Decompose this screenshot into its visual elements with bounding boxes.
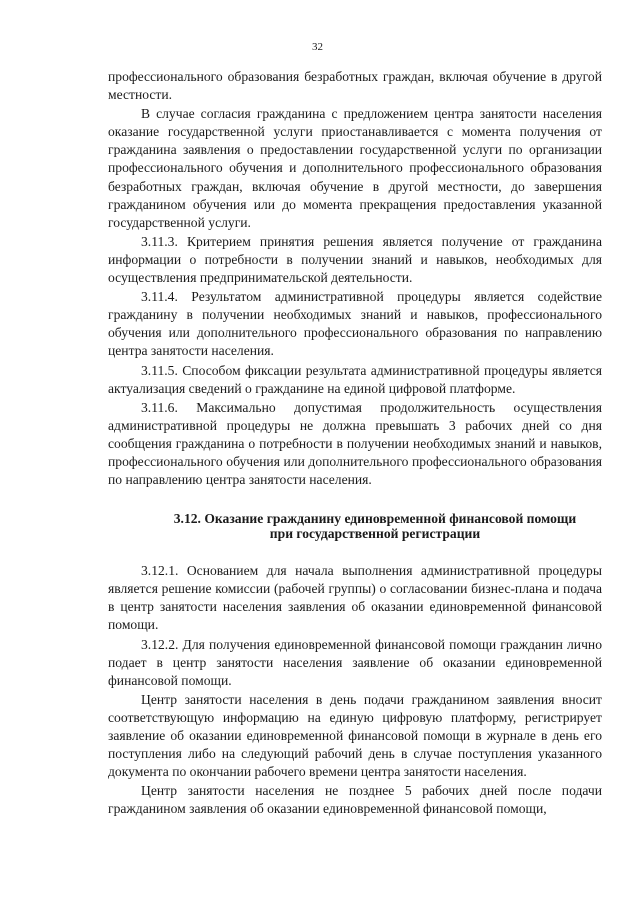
paragraph: профессионального образования безработных граждан, включая обучение в другой местности. [108,69,602,103]
paragraph: 3.11.6. Максимально допустимая продолжительность осуществления административной процедуры не должна превышать 3 рабочих дней со дня сообщения гражданина о потребности в получении необходимых знаний и навыков, профессионального обучения или дополнительного профессионального образования по направлению центра занятости населения. [108,399,602,488]
paragraph: Центр занятости населения не позднее 5 рабочих дней после подачи гражданином заявления об оказании единовременной финансовой помощи, [108,783,602,817]
paragraph: В случае согласия гражданина с предложением центра занятости населения оказание государственной услуги приостанавливается с момента получения от гражданина заявления о предоставлении государственной услуги по организации профессионального обучения и дополнительного профессионального образования безработных граждан, включая обучение в другой местности, до завершения гражданином обучения или до момента прекращения предоставления указанной государственной услуги. [108,106,602,230]
document-body [108,68,602,818]
page-number: 32 [312,41,323,53]
section-heading-line-1: 3.12. Оказание гражданину единовременной финансовой помощи [173,511,577,527]
paragraph: 3.11.3. Критерием принятия решения является получение от гражданина информации о потребности в получении знаний и навыков, необходимых для осуществления предпринимательской деятельности. [108,233,602,286]
paragraph: Центр занятости населения в день подачи гражданином заявления вносит соответствующую информацию на единую цифровую платформу, регистрирует заявление об оказании единовременной финансовой помощи в журнале в день его поступления либо на следующий рабочий день в случае поступления указанного документа по окончании рабочего времени центра занятости населения. [108,691,602,780]
paragraph: 3.11.5. Способом фиксации результата административной процедуры является актуализация сведений о гражданине на единой цифровой платформе. [108,362,602,396]
paragraph: 3.12.2. Для получения единовременной финансовой помощи гражданин лично подает в центр занятости населения заявление об оказании единовременной финансовой помощи. [108,636,602,688]
section-heading-line-2: при государственной регистрации [269,526,481,542]
paragraph: 3.12.1. Основанием для начала выполнения административной процедуры является решение комиссии (рабочей группы) о согласовании бизнес-плана и подача в центр занятости населения заявления об оказании единовременной финансовой помощи. [108,563,602,633]
section-heading [108,511,602,541]
paragraph: 3.11.4. Результатом административной процедуры является содействие гражданину в получении необходимых знаний и навыков, профессионального обучения или дополнительного профессионального образования по направлению центра занятости населения. [108,289,602,359]
